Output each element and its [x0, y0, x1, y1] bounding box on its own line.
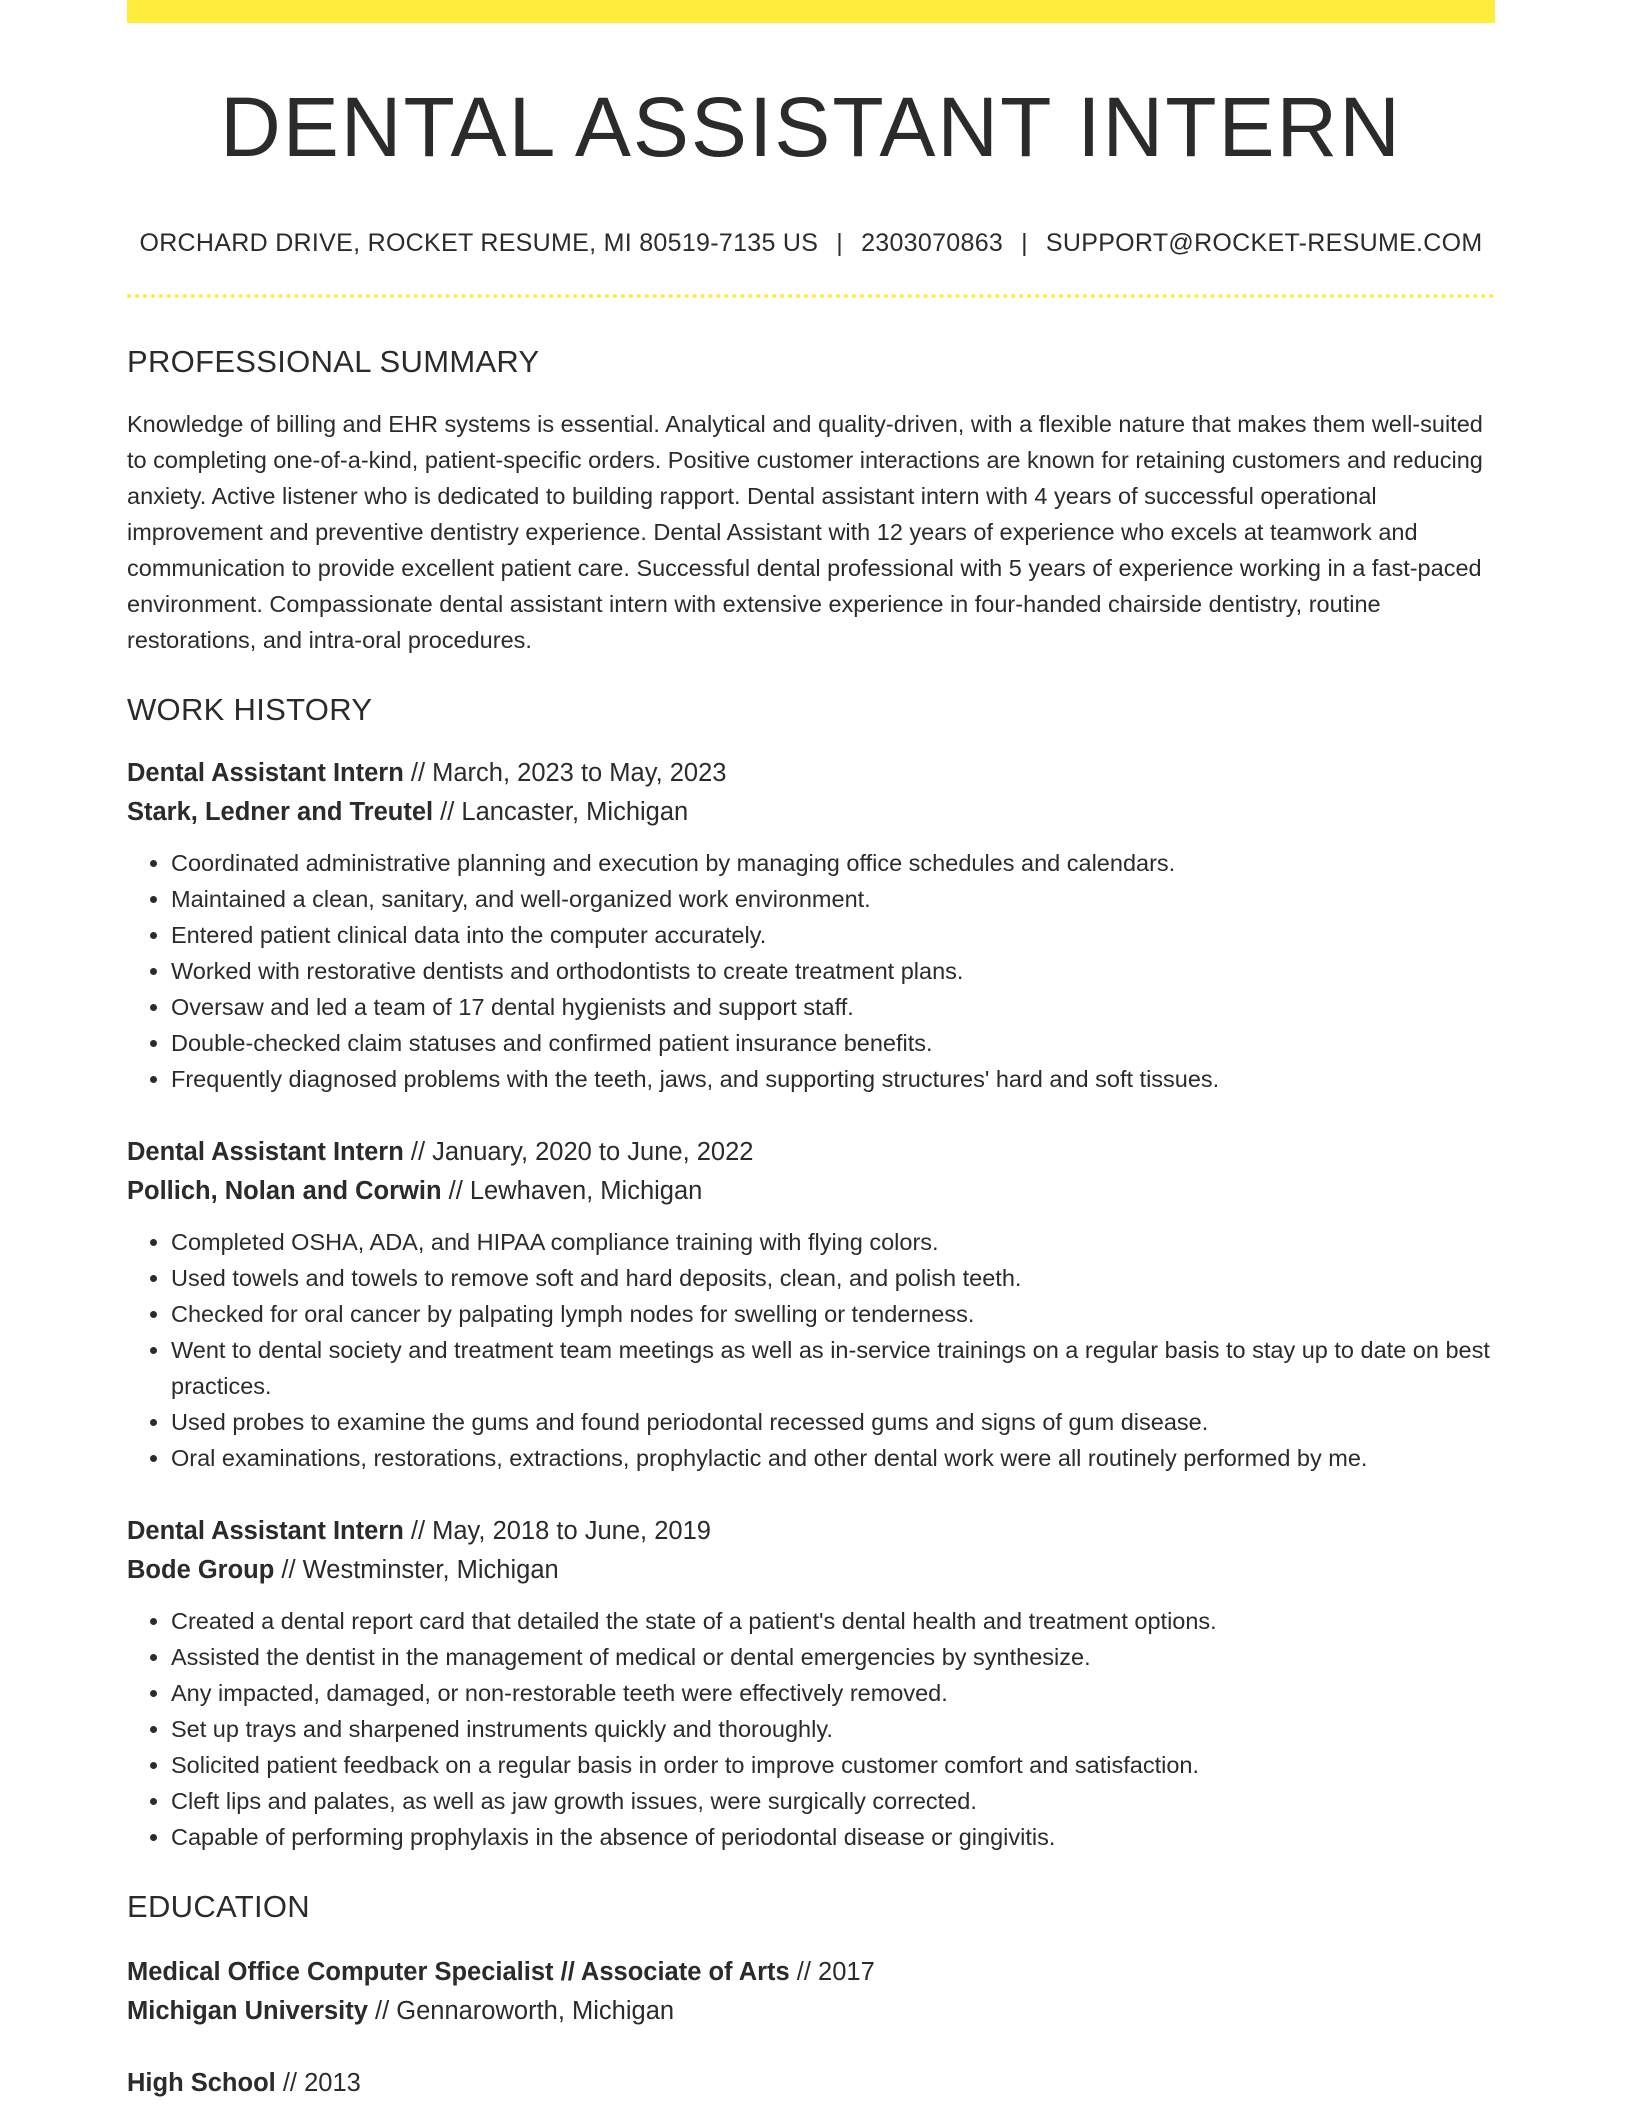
contact-line: [127, 229, 1495, 258]
education-degree: Medical Office Computer Specialist // Associate of Arts: [127, 1958, 790, 1987]
summary-text: Knowledge of billing and EHR systems is essential. Analytical and quality-driven, with a flexible nature that makes them well-suited to completing one-of-a-kind, patient-specific orders. Positive customer interactions are known for retaining customers and reducing anxiety. Active listener who is dedicated to building rapport. Dental assistant intern with 4 years of successful operational improvement and preventive dentistry experience. Dental Assistant with 12 years of experience who excels at teamwork and communication to provide excellent patient care. Successful dental professional with 5 years of experience working in a fast-paced environment. Compassionate dental assistant intern with extensive experience in four-handed chairside dentistry, routine restorations, and intra-oral procedures.: [127, 411, 1483, 654]
education-entry: [127, 2064, 1495, 2103]
job-dates: // May, 2018 to June, 2019: [403, 1517, 711, 1546]
job-bullet: • Double-checked claim statuses and confirmed patient insurance benefits.: [171, 1025, 1495, 1061]
job-dates: // January, 2020 to June, 2022: [403, 1138, 754, 1167]
education-degree: High School: [127, 2069, 276, 2098]
job-bullet: • Entered patient clinical data into the computer accurately.: [171, 917, 1495, 953]
dotted-divider: [127, 294, 1495, 298]
job-role-line: [127, 754, 1495, 793]
education-location: // Gennaroworth, Michigan: [367, 1997, 675, 2026]
resume-page: [127, 0, 1495, 2103]
job-location: // Lancaster, Michigan: [433, 798, 689, 827]
job-bullet: • Completed OSHA, ADA, and HIPAA compliance training with flying colors.: [171, 1224, 1495, 1260]
job-entry: [127, 754, 1495, 1097]
contact-email: SUPPORT@ROCKET-RESUME.COM: [1045, 229, 1483, 258]
job-bullet: • Maintained a clean, sanitary, and well-organized work environment.: [171, 881, 1495, 917]
job-role: Dental Assistant Intern: [127, 1517, 404, 1546]
job-entry: [127, 1133, 1495, 1476]
education-school: Michigan University: [127, 1997, 368, 2026]
job-bullet: • Checked for oral cancer by palpating lymph nodes for swelling or tenderness.: [171, 1296, 1495, 1332]
education-year: // 2013: [275, 2069, 361, 2098]
job-role-line: [127, 1512, 1495, 1551]
contact-address: ORCHARD DRIVE, ROCKET RESUME, MI 80519-7135 US: [139, 229, 819, 258]
education-heading: EDUCATION: [127, 1889, 310, 1925]
job-bullet: • Set up trays and sharpened instruments quickly and thoroughly.: [171, 1711, 1495, 1747]
job-company: Bode Group: [127, 1556, 275, 1585]
job-bullet: • Capable of performing prophylaxis in the absence of periodontal disease or gingivitis.: [171, 1819, 1495, 1855]
job-location: // Westminster, Michigan: [274, 1556, 559, 1585]
job-company: Pollich, Nolan and Corwin: [127, 1177, 442, 1206]
job-entry: [127, 1512, 1495, 1855]
top-accent-bar: [127, 0, 1495, 23]
job-bullets: [127, 1603, 1495, 1855]
job-company-line: [127, 1172, 1495, 1211]
job-role: Dental Assistant Intern: [127, 1138, 404, 1167]
education-school-line: [127, 1992, 1495, 2031]
education-year: // 2017: [789, 1958, 875, 1987]
resume-name: DENTAL ASSISTANT INTERN: [220, 80, 1402, 174]
job-bullet: • Assisted the dentist in the management of medical or dental emergencies by synthesize.: [171, 1639, 1495, 1675]
job-role-line: [127, 1133, 1495, 1172]
work-history-heading: WORK HISTORY: [127, 692, 373, 728]
job-dates: // March, 2023 to May, 2023: [403, 759, 727, 788]
job-bullet: • Oral examinations, restorations, extractions, prophylactic and other dental work were all routinely performed by me.: [171, 1440, 1495, 1476]
education-degree-line: [127, 2064, 1495, 2103]
job-company-line: [127, 1551, 1495, 1590]
job-bullet: • Worked with restorative dentists and orthodontists to create treatment plans.: [171, 953, 1495, 989]
job-bullets: [127, 1224, 1495, 1476]
job-bullet: • Used probes to examine the gums and found periodontal recessed gums and signs of gum disease.: [171, 1404, 1495, 1440]
job-bullet: • Went to dental society and treatment team meetings as well as in-service trainings on a regular basis to stay up to date on best practices.: [171, 1332, 1495, 1404]
contact-separator: |: [1021, 229, 1028, 258]
job-bullet: • Oversaw and led a team of 17 dental hygienists and support staff.: [171, 989, 1495, 1025]
job-bullet: • Used towels and towels to remove soft and hard deposits, clean, and polish teeth.: [171, 1260, 1495, 1296]
job-company-line: [127, 793, 1495, 832]
summary-heading: PROFESSIONAL SUMMARY: [127, 344, 540, 380]
job-company: Stark, Ledner and Treutel: [127, 798, 434, 827]
contact-separator: |: [836, 229, 844, 258]
job-bullet: • Coordinated administrative planning and execution by managing office schedules and calendars.: [171, 845, 1495, 881]
education-entry: [127, 1953, 1495, 2031]
job-bullets: [127, 845, 1495, 1097]
job-bullet: • Solicited patient feedback on a regular basis in order to improve customer comfort and satisfaction.: [171, 1747, 1495, 1783]
job-role: Dental Assistant Intern: [127, 759, 404, 788]
contact-phone: 2303070863: [861, 229, 1004, 258]
job-bullet: • Created a dental report card that detailed the state of a patient's dental health and treatment options.: [171, 1603, 1495, 1639]
job-location: // Lewhaven, Michigan: [441, 1177, 703, 1206]
job-bullet: • Any impacted, damaged, or non-restorable teeth were effectively removed.: [171, 1675, 1495, 1711]
job-bullet: • Frequently diagnosed problems with the teeth, jaws, and supporting structures' hard and soft tissues.: [171, 1061, 1495, 1097]
education-degree-line: [127, 1953, 1495, 1992]
job-bullet: • Cleft lips and palates, as well as jaw growth issues, were surgically corrected.: [171, 1783, 1495, 1819]
